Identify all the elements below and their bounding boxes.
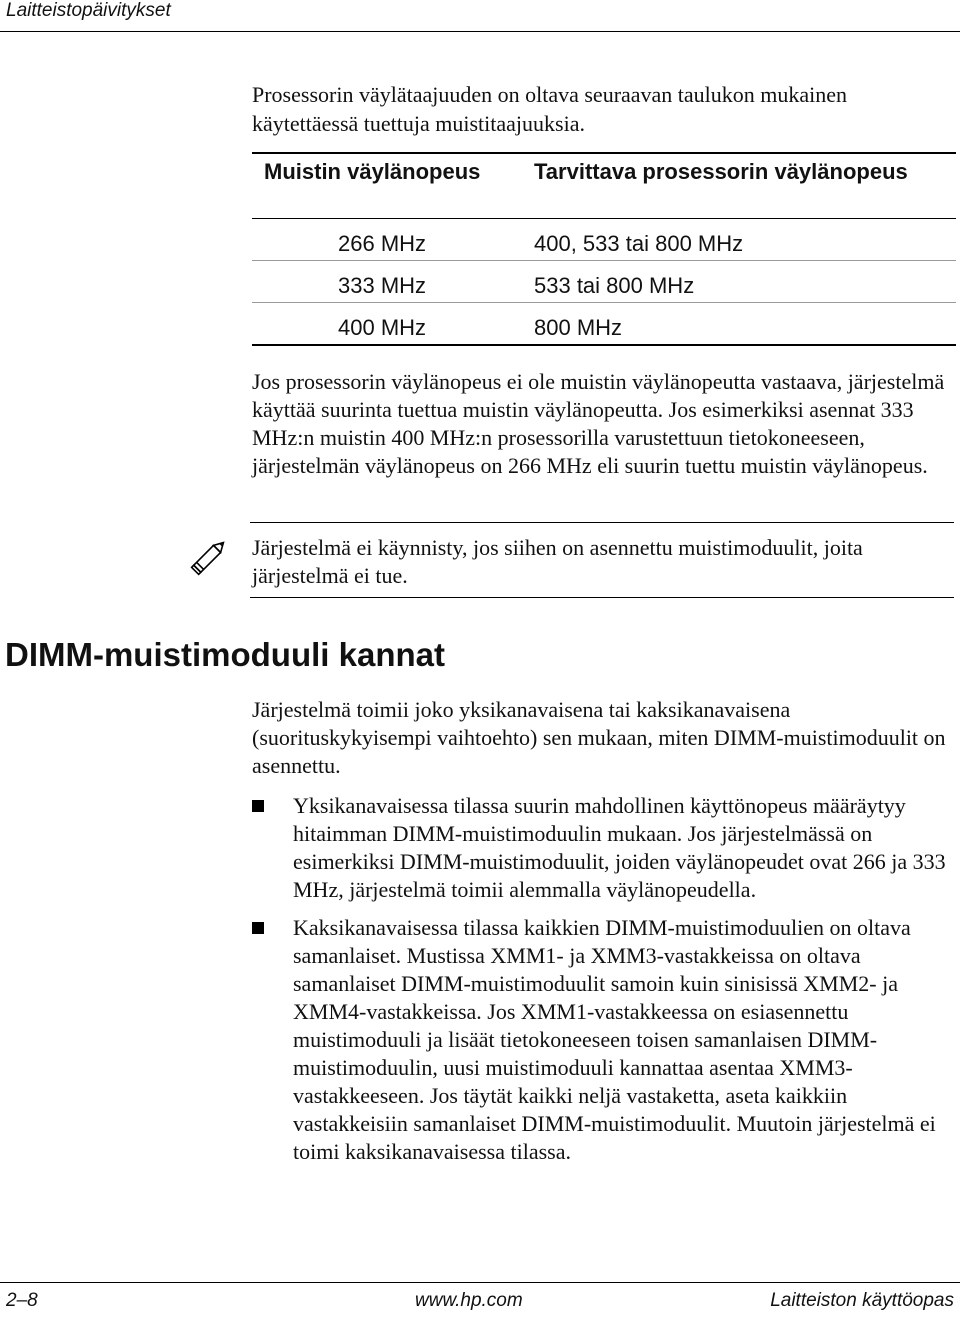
note-bottom-rule (250, 597, 954, 598)
frequency-table (252, 152, 956, 346)
running-header: Laitteistopäivitykset (6, 0, 171, 21)
footer-url: www.hp.com (415, 1290, 523, 1311)
bus-speed-paragraph: Jos prosessorin väylänopeus ei ole muistin väylänopeutta vastaava, järjestelmä käyttää suurinta tuettua muistin väylänopeutta. Jos esimerkiksi asennat 333 MHz:n muistin 400 MHz:n prosessorilla varustettuun tietokoneeseen, järjestelmän väylänopeus on 266 MHz eli suurin tuettu muistin väylänopeus. (252, 369, 945, 478)
bullet-square-icon (252, 800, 264, 812)
footer-document-title: Laitteiston käyttöopas (770, 1290, 954, 1311)
table-header-processor-speed: Tarvittava prosessorin väylänopeus (534, 159, 908, 184)
pencil-note-icon (186, 532, 234, 580)
list-item-text: Kaksikanavaisessa tilassa kaikkien DIMM-muistimoduulien on oltava samanlaiset. Mustissa XMM1- ja XMM3-vastakkeissa on oltava samanlaiset DIMM-muistimoduulit samoin kuin sinisissä XMM2- ja XMM4-vastakkeissa. Jos XMM1-vastakkeessa on esiasennettu muistimoduuli ja lisäät tietokoneeseen toisen samanlaisen DIMM-muistimoduulin, uusi muistimoduuli kannattaa asentaa XMM3-vastakkeeseen. Jos täytät kaikki neljä vastaketta, aseta kaikkiin vastakkeisiin samanlaiset DIMM-muistimoduulit. Muutoin järjestelmä ei toimi kaksikanavaisessa tilassa. (293, 915, 936, 1164)
table-header-memory-speed: Muistin väylänopeus (264, 159, 481, 184)
header-rule (0, 31, 960, 32)
intro-paragraph: Prosessorin väylätaajuuden on oltava seuraavan taulukon mukainen käytettäessä tuettuja muistitaajuuksia. (252, 82, 848, 136)
table-cell-processor: 533 tai 800 MHz (534, 273, 695, 298)
table-row (252, 302, 956, 344)
note-top-rule (250, 522, 954, 523)
table-cell-processor: 800 MHz (534, 315, 623, 340)
note-text: Järjestelmä ei käynnisty, jos siihen on asennettu muistimoduulit, joita järjestelmä ei tue. (252, 535, 863, 588)
table-row (252, 260, 956, 302)
table-bottom-rule (252, 344, 956, 346)
footer-rule (0, 1282, 960, 1283)
table-cell-memory: 266 MHz (338, 231, 427, 256)
table-cell-memory: 400 MHz (338, 315, 427, 340)
page-number: 2–8 (6, 1290, 38, 1311)
table-header-row (252, 154, 956, 218)
table-cell-processor: 400, 533 tai 800 MHz (534, 231, 744, 256)
bullet-square-icon (252, 922, 264, 934)
section-paragraph: Järjestelmä toimii joko yksikanavaisena tai kaksikanavaisena (suorituskykyisempi vaihtoehto) sen mukaan, miten DIMM-muistimoduulit on asennettu. (252, 697, 946, 778)
table-cell-memory: 333 MHz (338, 273, 427, 298)
list-item-text: Yksikanavaisessa tilassa suurin mahdollinen käyttönopeus määräytyy hitaimman DIMM-muistimoduulin mukaan. Jos järjestelmässä on esimerkiksi DIMM-muistimoduulit, joiden väylänopeudet ovat 266 ja 333 MHz, järjestelmä toimii alemmalla väylänopeudella. (293, 793, 946, 902)
section-heading: DIMM-muistimoduuli kannat (5, 636, 445, 673)
table-row (252, 218, 956, 260)
